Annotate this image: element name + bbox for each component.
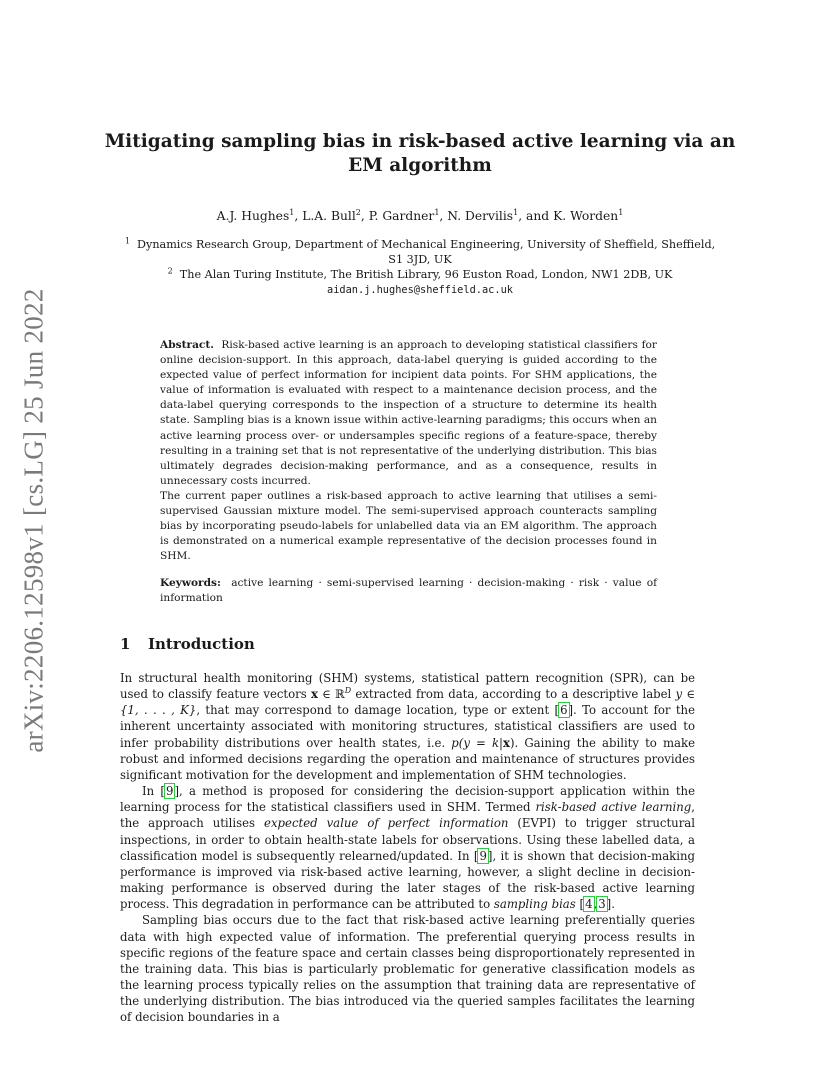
- keywords-label: Keywords:: [160, 577, 221, 589]
- affiliation-marker: 2: [355, 207, 361, 217]
- introduction-body: [120, 670, 695, 1025]
- intro-paragraph-1: In structural health monitoring (SHM) systems, statistical pattern recognition (SPR), can be used to classify feature vectors x ∈ ℝ$^D$ extracted from data, according to a descriptive label y ∈ {1, . . . , K}, that may correspond to damage location, type or extent [6]. To account for the inherent uncertainty associated with monitoring structures, statistical classifiers are used to infer probability distributions over health states, i.e. p(y = k|x). Gaining the ability to make robust and informed decisions regarding the operation and maintenance of structures provides significant motivation for the development and implementation of SHM technologies.: [120, 671, 695, 782]
- arxiv-side-identifier: [14, 287, 54, 753]
- affiliation-marker: 1: [434, 207, 440, 217]
- citation-link[interactable]: 9: [479, 848, 487, 863]
- abstract-paragraph-2: The current paper outlines a risk-based approach to active learning that utilises a semi-supervised Gaussian mixture model. The semi-supervised approach counteracts sampling bias by incorporating pseudo-labels for unlabelled data via an EM algorithm. The approach is demonstrated on a numerical example representative of the decision processes found in SHM.: [160, 489, 657, 563]
- keywords-list: active learning · semi-supervised learning · decision-making · risk · value of information: [160, 577, 657, 605]
- contact-email[interactable]: aidan.j.hughes@sheffield.ac.uk: [327, 284, 513, 296]
- author-name: K. Worden: [553, 209, 619, 223]
- citation-link[interactable]: 4: [585, 897, 593, 912]
- citation-link[interactable]: 6: [560, 703, 568, 718]
- affiliation-1: $^1$ Dynamics Research Group, Department of Mechanical Engineering, University of Sheffield, Sheffield, S1 3JD, UK: [124, 236, 716, 266]
- affiliation-marker: 1: [618, 207, 624, 217]
- affiliations: [120, 237, 720, 298]
- section-heading: [120, 634, 255, 654]
- section-title: Introduction: [148, 635, 255, 653]
- paper-title: Mitigating sampling bias in risk-based active learning via an EM algorithm: [104, 131, 736, 176]
- abstract-paragraph-1: Abstract. Risk-based active learning is an approach to developing statistical classifiers for online decision-support. In this approach, data-label querying is guided according to the expected value of perfect information for incipient data points. For SHM applications, the value of information is evaluated with respect to a maintenance decision process, and the data-label querying corresponds to the inspection of a structure to determine its health state. Sampling bias is a known issue within active-learning paradigms; this occurs when an active learning process over- or undersamples specific regions of a feature-space, thereby resulting in a training set that is not representative of the underlying distribution. This bias ultimately degrades decision-making performance, and as a consequence, results in unnecessary costs incurred.: [160, 339, 657, 487]
- author-list: A.J. Hughes$^1$, L.A. Bull$^2$, P. Gardner$^1$, N. Dervilis$^1$, and K. Worden$^1$: [216, 207, 624, 223]
- section-number: 1: [120, 635, 131, 653]
- keywords: [160, 576, 657, 606]
- affiliation-marker: 1: [289, 207, 295, 217]
- intro-paragraph-2: In [9], a method is proposed for considering the decision-support application within the learning process for the statistical classifiers used in SHM. Termed risk-based active learning, the approach utilises expected value of perfect information (EVPI) to trigger structural inspections, in order to obtain health-state labels for observations. Using these labelled data, a classification model is subsequently relearned/updated. In [9], it is shown that decision-making performance is improved via risk-based active learning, however, a slight decline in decision-making performance is observed during the later stages of the risk-based active learning process. This degradation in performance can be attributed to sampling bias [4,3].: [120, 784, 695, 912]
- abstract: [160, 338, 657, 564]
- affiliation-2: $^2$ The Alan Turing Institute, The British Library, 96 Euston Road, London, NW1 2DB, UK: [167, 266, 673, 281]
- abstract-label: Abstract.: [160, 339, 214, 351]
- arxiv-id-text: arXiv:2206.12598v1 [cs.LG] 25 Jun 2022: [18, 287, 49, 753]
- author-name: L.A. Bull: [302, 209, 356, 223]
- citation-link[interactable]: 3: [598, 897, 606, 912]
- citation-link[interactable]: 9: [166, 784, 174, 799]
- intro-paragraph-3: Sampling bias occurs due to the fact that risk-based active learning preferentially queries data with high expected value of information. The preferential querying process results in specific regions of the feature space and certain classes being disproportionately represented in the training data. This bias is particularly problematic for generative classification models as the learning process typically relies on the assumption that training data are representative of the underlying distribution. The bias introduced via the queried samples facilitates the learning of decision boundaries in a: [120, 913, 695, 1025]
- author-name: N. Dervilis: [447, 209, 514, 223]
- author-name: P. Gardner: [368, 209, 435, 223]
- author-name: A.J. Hughes: [216, 209, 290, 223]
- affiliation-marker: 1: [513, 207, 519, 217]
